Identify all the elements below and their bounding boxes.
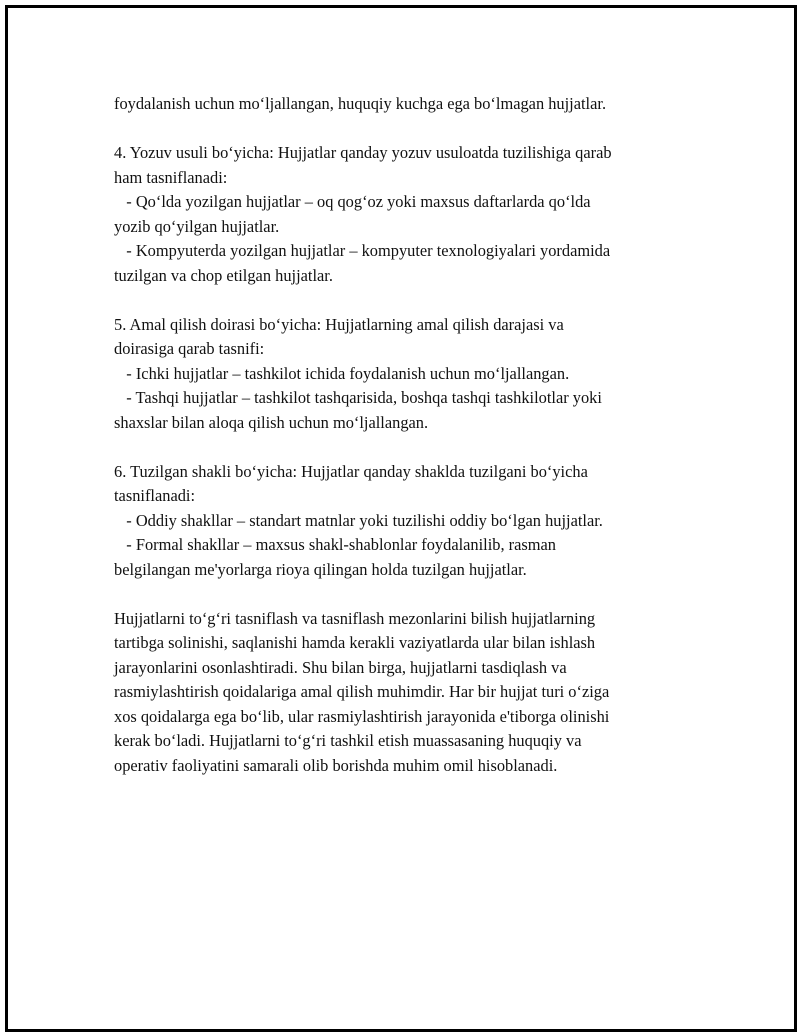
text-line: belgilangan me'yorlarga rioya qilingan holda tuzilgan hujjatlar. — [114, 559, 527, 579]
section-form — [114, 460, 694, 583]
text-line: foydalanish uchun mo‘ljallangan, huquqiy kuchga ega bo‘lmagan hujjatlar. — [114, 94, 607, 113]
list-item-line: - Ichki hujjatlar – tashkilot ichida foydalanish uchun mo‘ljallangan. — [114, 363, 570, 383]
text-line: rasmiylashtirish qoidalariga amal qilish muhimdir. Har bir hujjat turi o‘ziga — [114, 682, 610, 701]
paragraph-gap — [114, 582, 694, 607]
text-line: doirasiga qarab tasnifi: — [114, 339, 265, 358]
paragraph-continuation — [114, 92, 694, 117]
text-line: operativ faoliyatini samarali olib borishda muhim omil hisoblanadi. — [114, 755, 558, 775]
text-line: shaxslar bilan aloqa qilish uchun mo‘ljallangan. — [114, 412, 429, 432]
paragraph-gap — [114, 288, 694, 313]
list-item-line: - Qo‘lda yozilgan hujjatlar – oq qog‘oz yoki maxsus daftarlarda qo‘lda — [114, 192, 591, 211]
section-heading-line: 6. Tuzilgan shakli bo‘yicha: Hujjatlar qanday shaklda tuzilgani bo‘yicha — [114, 461, 588, 481]
section-writing-method — [114, 141, 694, 288]
text-line: tartibga solinishi, saqlanishi hamda kerakli vaziyatlarda ular bilan ishlash — [114, 633, 596, 652]
text-line: Hujjatlarni to‘g‘ri tasniflash va tasniflash mezonlarini bilish hujjatlarning — [114, 608, 596, 628]
text-line: xos qoidalarga ega bo‘lib, ular rasmiylashtirish jarayonida e'tiborga olinishi — [114, 706, 610, 726]
list-item-line: - Tashqi hujjatlar – tashkilot tashqarisida, boshqa tashqi tashkilotlar yoki — [114, 388, 602, 407]
list-item-line: - Oddiy shakllar – standart matnlar yoki tuzilishi oddiy bo‘lgan hujjatlar. — [114, 510, 603, 530]
text-line: kerak bo‘ladi. Hujjatlarni to‘g‘ri tashkil etish muassasaning huquqiy va — [114, 731, 582, 750]
list-item-line: - Formal shakllar – maxsus shakl-shablonlar foydalanilib, rasman — [114, 535, 556, 554]
paragraph-conclusion — [114, 607, 694, 779]
paragraph-gap — [114, 435, 694, 460]
paragraph-gap — [114, 117, 694, 142]
section-heading-line: 5. Amal qilish doirasi bo‘yicha: Hujjatlarning amal qilish darajasi va — [114, 314, 564, 334]
text-line: tasniflanadi: — [114, 486, 196, 505]
list-item-line: - Kompyuterda yozilgan hujjatlar – kompyuter texnologiyalari yordamida — [114, 241, 611, 260]
document-body — [114, 92, 694, 778]
text-line: ham tasniflanadi: — [114, 167, 228, 187]
text-line: yozib qo‘yilgan hujjatlar. — [114, 216, 280, 236]
section-heading-line: 4. Yozuv usuli bo‘yicha: Hujjatlar qanday yozuv usuloatda tuzilishiga qarab — [114, 143, 612, 162]
text-line: jarayonlarini osonlashtiradi. Shu bilan birga, hujjatlarni tasdiqlash va — [114, 657, 567, 677]
section-scope — [114, 313, 694, 436]
text-line: tuzilgan va chop etilgan hujjatlar. — [114, 265, 333, 285]
